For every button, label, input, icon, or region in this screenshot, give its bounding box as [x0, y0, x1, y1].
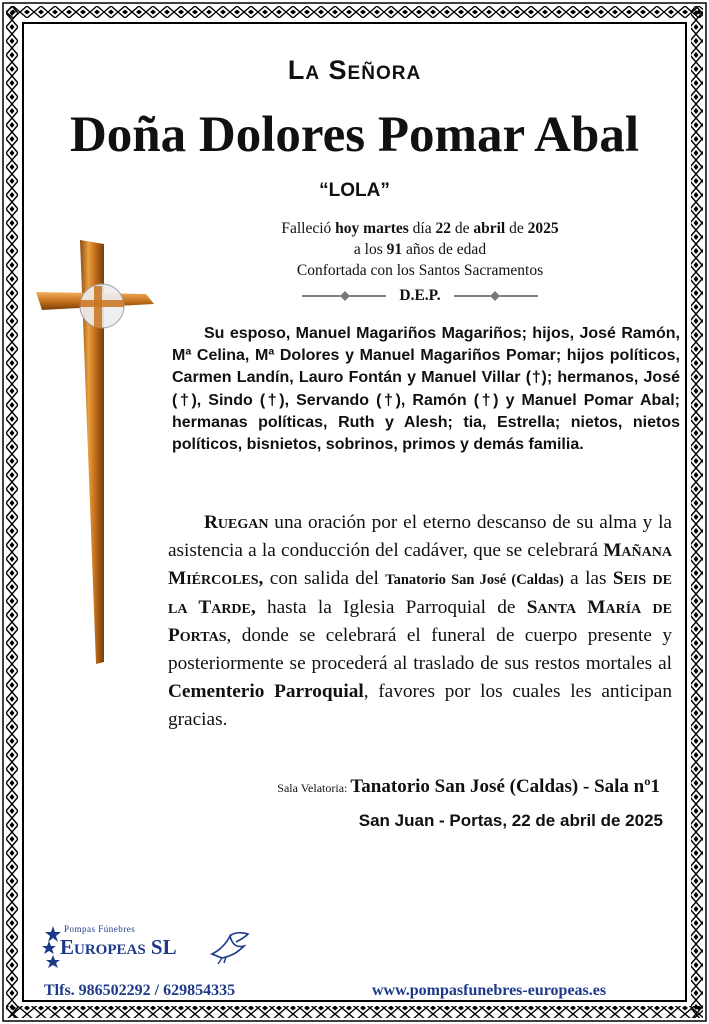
- age-line: a los 91 años de edad: [353, 241, 487, 258]
- wake-room: Sala Velatoria: Tanatorio San José (Caldas) - Sala nº1: [277, 776, 660, 797]
- ornament-left-icon: [300, 288, 388, 304]
- logo-small-text: Pompas Fúnebres: [64, 924, 136, 934]
- dep-line: [300, 288, 540, 304]
- logo-big-text: Europeas SL: [60, 935, 177, 959]
- ornament-right-icon: [452, 288, 540, 304]
- title-prefix: La Señora: [287, 55, 422, 85]
- ruegan-paragraph: Ruegan una oración por el eterno descanso de su alma y la asistencia a la conducción del cadáver, que se celebrará Mañana Miércoles, con salida del Tanatorio San José (Caldas) a las Seis de la Tarde, hasta la Iglesia Parroquial de Santa María de Portas, donde se celebrará el funeral de cuerpo presente y posteriormente se procederá al traslado de sus restos mortales al Cementerio Parroquial, favores por los cuales les anticipan gracias.: [168, 512, 672, 730]
- sacraments-line: Confortada con los Santos Sacramentos: [296, 262, 544, 279]
- death-date-line: Falleció hoy martes día 22 de abril de 2025: [281, 220, 559, 237]
- family-paragraph: Su esposo, Manuel Magariños Magariños; hijos, José Ramón, Mª Celina, Mª Dolores y Manuel Magariños Pomar; hijos políticos, Carmen Landín, Lauro Fontán y Manuel Villar (†); hermanos, José (†), Sindo (†), Servando (†), Ramón (†) y Manuel Pomar Abal; hermanas políticas, Ruth y Alesh; tia, Estrella; nietos, nietos políticos, bisnietos, sobrinos, primos y demás familia.: [172, 325, 680, 454]
- dove-icon: [208, 930, 254, 966]
- deceased-name: Doña Dolores Pomar Abal: [69, 107, 640, 163]
- place-date: San Juan - Portas, 22 de abril de 2025: [358, 811, 663, 830]
- website-link[interactable]: www.pompasfunebres-europeas.es: [372, 982, 607, 999]
- cross-icon: [34, 236, 158, 666]
- nickname: “LOLA”: [319, 180, 390, 201]
- phone-numbers: Tlfs. 986502292 / 629854335: [44, 982, 236, 999]
- dep-text: D.E.P.: [399, 287, 441, 304]
